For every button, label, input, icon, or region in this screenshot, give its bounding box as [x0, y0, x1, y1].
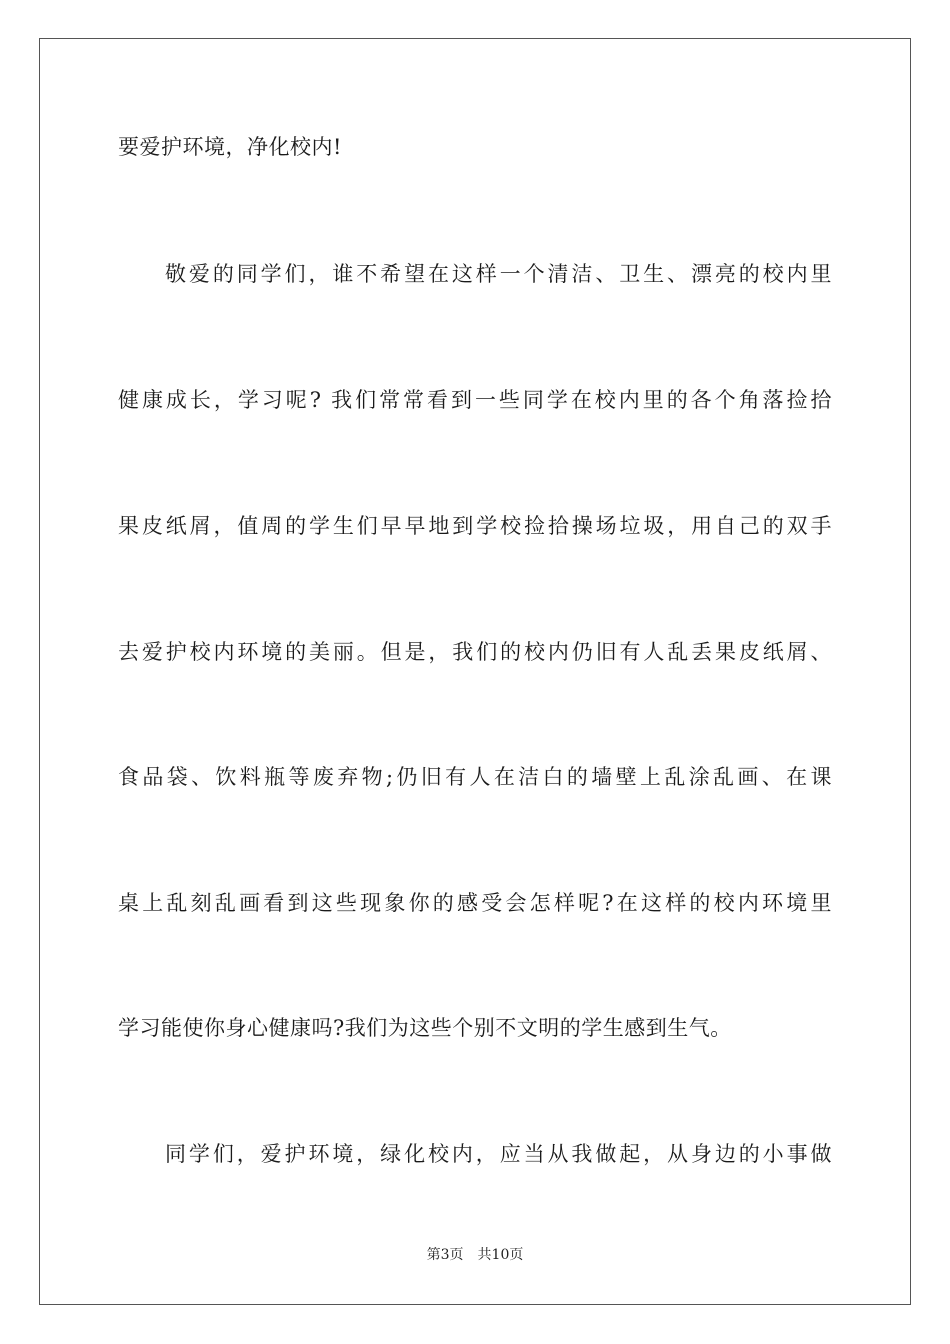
paragraph-line: 桌上乱刻乱画看到这些现象你的感受会怎样呢?在这样的校内环境里	[118, 891, 832, 915]
paragraph-line: 果皮纸屑，值周的学生们早早地到学校捡拾操场垃圾，用自己的双手	[118, 514, 832, 538]
page-total: 共10页	[477, 1247, 524, 1263]
page-border	[39, 38, 911, 1305]
paragraph-line: 食品袋、饮料瓶等废弃物;仍旧有人在洁白的墙壁上乱涂乱画、在课	[118, 765, 832, 789]
paragraph-line: 去爱护校内环境的美丽。但是，我们的校内仍旧有人乱丢果皮纸屑、	[118, 640, 832, 664]
page-number: 第3页	[426, 1247, 464, 1263]
page-footer	[0, 1246, 950, 1264]
paragraph-line: 要爱护环境，净化校内!	[118, 135, 342, 159]
paragraph-line: 学习能使你身心健康吗?我们为这些个别不文明的学生感到生气。	[118, 1016, 732, 1040]
paragraph-line: 健康成长，学习呢? 我们常常看到一些同学在校内里的各个角落捡拾	[118, 388, 832, 412]
paragraph-line: 同学们，爱护环境，绿化校内，应当从我做起，从身边的小事做	[165, 1142, 832, 1166]
paragraph-line: 敬爱的同学们，谁不希望在这样一个清洁、卫生、漂亮的校内里	[165, 262, 832, 286]
